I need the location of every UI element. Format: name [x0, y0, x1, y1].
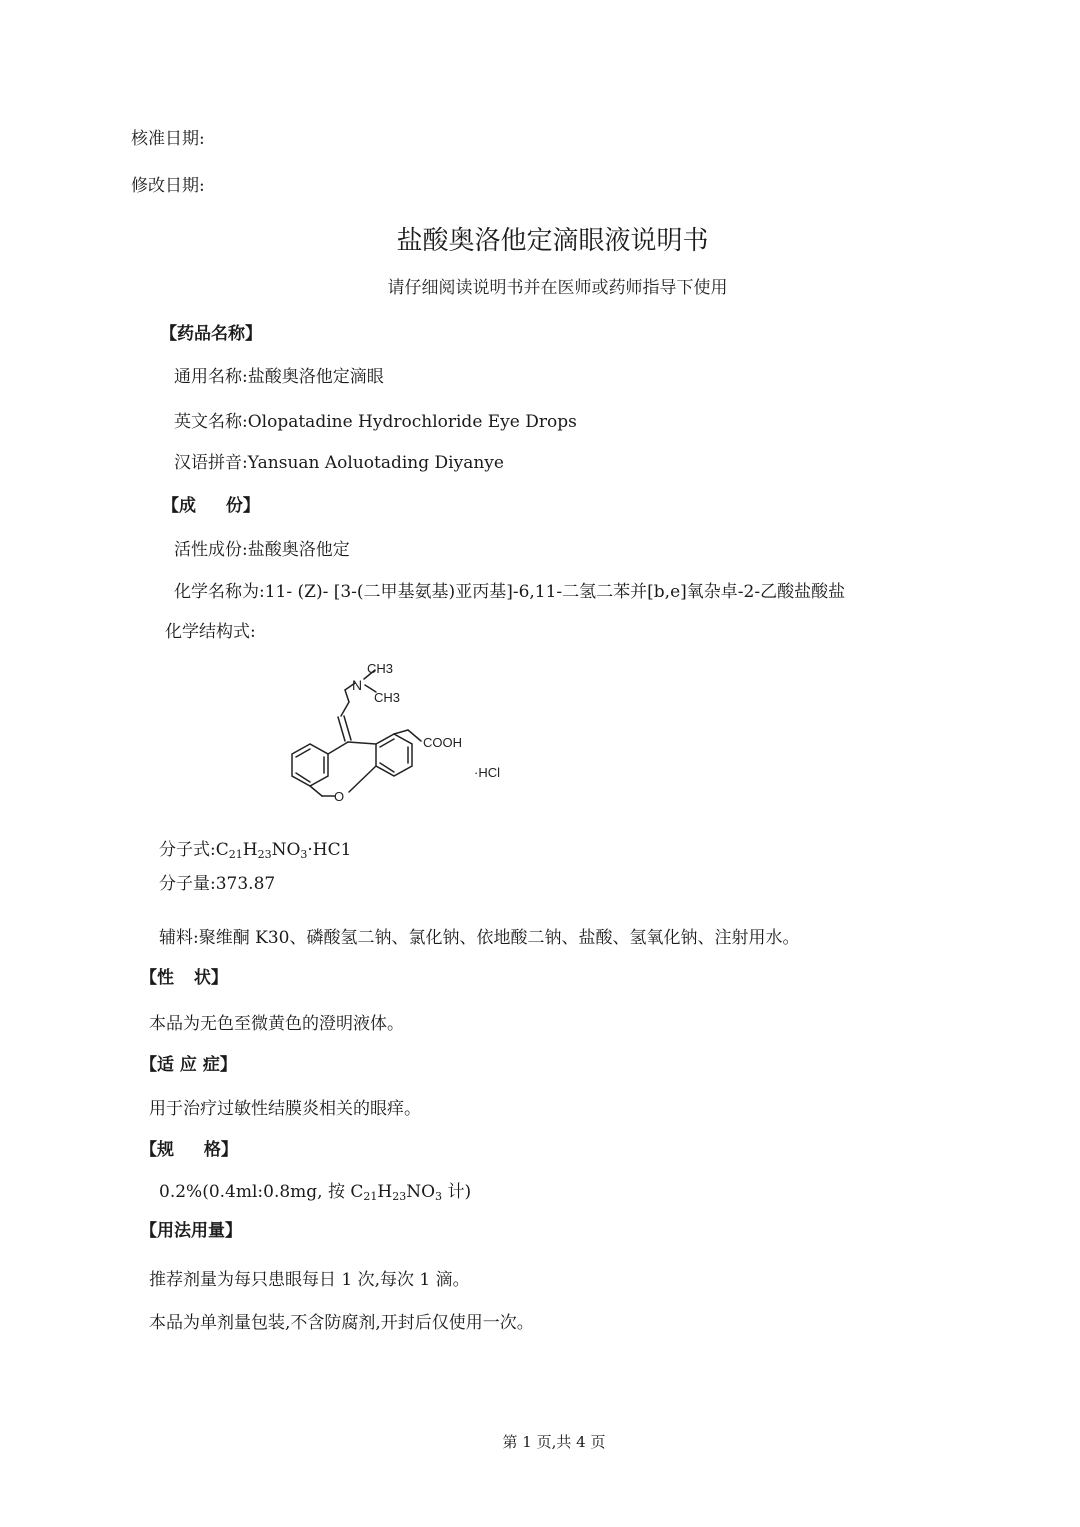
dosage-line-2: 本品为单剂量包装,不含防腐剂,开封后仅使用一次。: [149, 1313, 534, 1333]
english-name: 英文名称:Olopatadine Hydrochloride Eye Drops: [174, 412, 577, 432]
cooh-label: COOH: [423, 735, 462, 750]
section-heading-specification: 【规 格】: [140, 1140, 238, 1160]
excipients: 辅料:聚维酮 K30、磷酸氢二钠、氯化钠、依地酸二钠、盐酸、氢氧化钠、注射用水。: [159, 928, 800, 948]
benzene-ring-right: [376, 734, 412, 776]
oxygen-label: O: [334, 789, 345, 804]
specification-text: 0.2%(0.4ml:0.8mg, 按 $C_{21}H_{23}NO_3$ 计): [159, 1182, 472, 1203]
molecular-weight: 分子量:373.87: [159, 874, 276, 894]
methyl-label-bottom: CH3: [374, 690, 401, 705]
section-heading-composition: 【成 份】: [162, 496, 260, 516]
generic-name: 通用名称:盐酸奥洛他定滴眼: [174, 367, 384, 387]
revision-date-label: 修改日期:: [131, 176, 205, 196]
approval-date-label: 核准日期:: [131, 129, 205, 149]
structure-label: 化学结构式:: [165, 622, 256, 642]
section-heading-dosage: 【用法用量】: [140, 1221, 242, 1241]
active-ingredient: 活性成份:盐酸奥洛他定: [174, 540, 350, 560]
document-subtitle: 请仔细阅读说明书并在医师或药师指导下使用: [387, 278, 728, 298]
formula-label: 分子式:: [159, 840, 216, 860]
molecular-formula: 分子式$:C_{21}H_{23}NO_3\cdot HC1$: [159, 840, 352, 861]
methyl-label-top: CH3: [367, 661, 394, 676]
section-heading-indications: 【适 应 症】: [140, 1055, 237, 1075]
chemical-structure-diagram: [268, 650, 518, 825]
page-number: 第 1 页,共 4 页: [502, 1433, 606, 1451]
indications-text: 用于治疗过敏性结膜炎相关的眼痒。: [149, 1099, 421, 1119]
section-heading-description: 【性 状】: [140, 968, 228, 988]
benzene-ring-left: [292, 744, 328, 786]
description-text: 本品为无色至微黄色的澄明液体。: [149, 1014, 404, 1034]
pinyin-name: 汉语拼音:Yansuan Aoluotading Diyanye: [174, 453, 504, 473]
document-title: 盐酸奥洛他定滴眼液说明书: [396, 226, 709, 256]
section-heading-drug-name: 【药品名称】: [160, 324, 262, 344]
dosage-line-1: 推荐剂量为每只患眼每日 1 次,每次 1 滴。: [149, 1270, 470, 1290]
hcl-label: ·HCl: [474, 765, 500, 780]
chemical-name: 化学名称为:11- (Z)- [3-(二甲基氨基)亚丙基]-6,11-二氢二苯并[b,e]氧杂卓-2-乙酸盐酸盐: [174, 582, 846, 602]
nitrogen-label: N: [352, 677, 363, 693]
